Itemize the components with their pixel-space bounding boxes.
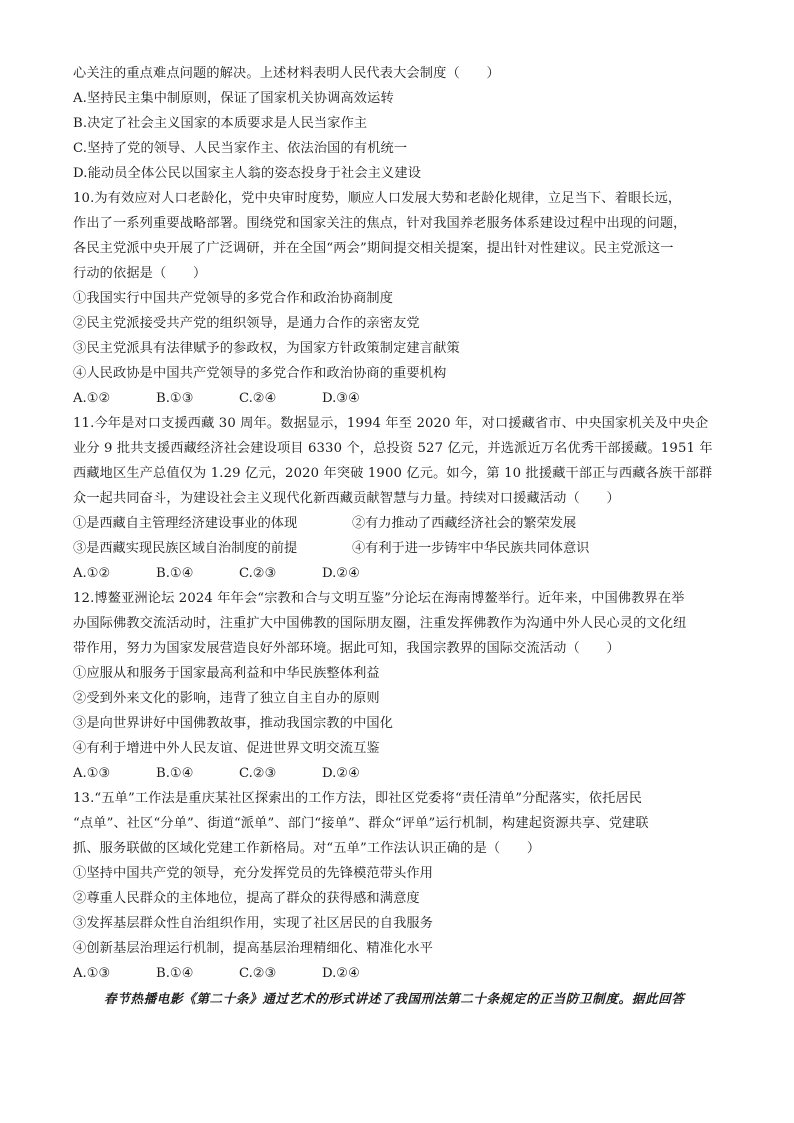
q13-stem-line: 抓、服务联做的区域化党建工作新格局。对“五单”工作法认识正确的是（ ） bbox=[73, 841, 541, 856]
q13-stem-line: 13.“五单”工作法是重庆某社区探索出的工作方法，即社区党委将“责任清单”分配落实，依托居民 bbox=[73, 791, 643, 806]
q10-choice-b: B.①③ bbox=[156, 391, 194, 406]
q12-item: ②受到外来文化的影响，违背了独立自主自办的原则 bbox=[73, 691, 380, 706]
q11-stem-line: 西藏地区生产总值仅为 1.29 亿元，2020 年突破 1900 亿元。如今，第 10 批援藏干部正与西藏各族干部群 bbox=[73, 466, 713, 481]
q10-choice-d: D.③④ bbox=[322, 391, 360, 406]
q12-choice-b: B.①④ bbox=[156, 766, 194, 781]
q12-choice-d: D.②④ bbox=[322, 766, 360, 781]
q11-choice-c: C.②③ bbox=[239, 566, 277, 581]
q11-item: ④有利于进一步铸牢中华民族共同体意识 bbox=[352, 541, 590, 556]
q13-item: ③发挥基层群众性自治组织作用，实现了社区居民的自我服务 bbox=[73, 916, 434, 931]
q12-item: ④有利于增进中外人民友谊、促进世界文明交流互鉴 bbox=[73, 741, 380, 756]
q9-option-a: A.坚持民主集中制原则，保证了国家机关协调高效运转 bbox=[73, 91, 394, 106]
q10-item: ②民主党派接受共产党的组织领导，是通力合作的亲密友党 bbox=[73, 316, 420, 331]
q12-item: ①应服从和服务于国家最高利益和中华民族整体利益 bbox=[73, 666, 380, 681]
q10-item: ③民主党派具有法律赋予的参政权，为国家方针政策制定建言献策 bbox=[73, 341, 460, 356]
q13-choice-a: A.①③ bbox=[73, 966, 111, 981]
q11-item: ③是西藏实现民族区域自治制度的前提 bbox=[73, 541, 298, 556]
q13-item: ②尊重人民群众的主体地位，提高了群众的获得感和满意度 bbox=[73, 891, 420, 906]
q11-choice-a: A.①② bbox=[73, 566, 111, 581]
q10-stem-line: 10.为有效应对人口老龄化，党中央审时度势，顺应人口发展大势和老龄化规律，立足当下、着眼长远， bbox=[73, 191, 682, 206]
q11-stem-line: 11.今年是对口支援西藏 30 周年。数据显示，1994 年至 2020 年，对口援藏省市、中央国家机关及中央企 bbox=[73, 416, 709, 431]
q13-stem-line: “点单”、社区“分单”、街道“派单”、部门“接单”、群众“评单”运行机制，构建起资源共享、党建联 bbox=[73, 816, 649, 831]
q9-option-c: C.坚持了党的领导、人民当家作主、依法治国的有机统一 bbox=[73, 141, 408, 156]
q13-choice-c: C.②③ bbox=[239, 966, 277, 981]
q9-stem: 心关注的重点难点问题的解决。上述材料表明人民代表大会制度（ ） bbox=[73, 66, 500, 81]
q12-stem-line: 办国际佛教交流活动时，注重扩大中国佛教的国际朋友圈，注重发挥佛教作为沟通中外人民心灵的文化纽 bbox=[73, 616, 687, 631]
q12-choice-a: A.①③ bbox=[73, 766, 111, 781]
q13-item: ④创新基层治理运行机制，提高基层治理精细化、精准化水平 bbox=[73, 941, 434, 956]
q11-item: ②有力推动了西藏经济社会的繁荣发展 bbox=[352, 516, 577, 531]
q9-option-d: D.能动员全体公民以国家主人翁的姿态投身于社会主义建设 bbox=[73, 166, 422, 181]
q11-choice-b: B.①④ bbox=[156, 566, 194, 581]
q12-stem-line: 带作用，努力为国家发展营造良好外部环境。据此可知，我国宗教界的国际交流活动（ ） bbox=[73, 641, 620, 656]
q12-item: ③是向世界讲好中国佛教故事，推动我国宗教的中国化 bbox=[73, 716, 394, 731]
q11-item: ①是西藏自主管理经济建设事业的体现 bbox=[73, 516, 298, 531]
q10-stem-line: 行动的依据是（ ） bbox=[73, 266, 207, 281]
q11-stem-line: 众一起共同奋斗，为建设社会主义现代化新西藏贡献智慧与力量。持续对口援藏活动（ ） bbox=[73, 491, 620, 506]
q9-option-b: B.决定了社会主义国家的本质要求是人民当家作主 bbox=[73, 116, 368, 131]
q12-stem-line: 12.博鳌亚洲论坛 2024 年年会“宗教和合与文明互鉴”分论坛在海南博鳌举行。近年来，中国佛教界在举 bbox=[73, 591, 685, 606]
q10-stem-line: 各民主党派中央开展了广泛调研，并在全国“两会”期间提交相关提案，提出针对性建议。民主党派这一 bbox=[73, 241, 674, 256]
q10-item: ④人民政协是中国共产党领导的多党合作和政治协商的重要机构 bbox=[73, 366, 447, 381]
q13-choice-d: D.②④ bbox=[322, 966, 360, 981]
q10-item: ①我国实行中国共产党领导的多党合作和政治协商制度 bbox=[73, 291, 394, 306]
q11-choice-d: D.②④ bbox=[322, 566, 360, 581]
q10-choice-c: C.②④ bbox=[239, 391, 277, 406]
q11-stem-line: 业分 9 批共支援西藏经济社会建设项目 6330 个，总投资 527 亿元，并选派近万名优秀干部援藏。1951 年 bbox=[73, 441, 713, 456]
q12-choice-c: C.②③ bbox=[239, 766, 277, 781]
q13-choice-b: B.①④ bbox=[156, 966, 194, 981]
q10-stem-line: 作出了一系列重要战略部署。围绕党和国家关注的焦点，针对我国养老服务体系建设过程中出现的问题， bbox=[73, 216, 687, 231]
next-section-intro: 春节热播电影《第二十条》通过艺术的形式讲述了我国刑法第二十条规定的正当防卫制度。据此回答 bbox=[104, 991, 685, 1006]
q13-item: ①坚持中国共产党的领导，充分发挥党员的先锋模范带头作用 bbox=[73, 866, 434, 881]
q10-choice-a: A.①② bbox=[73, 391, 111, 406]
